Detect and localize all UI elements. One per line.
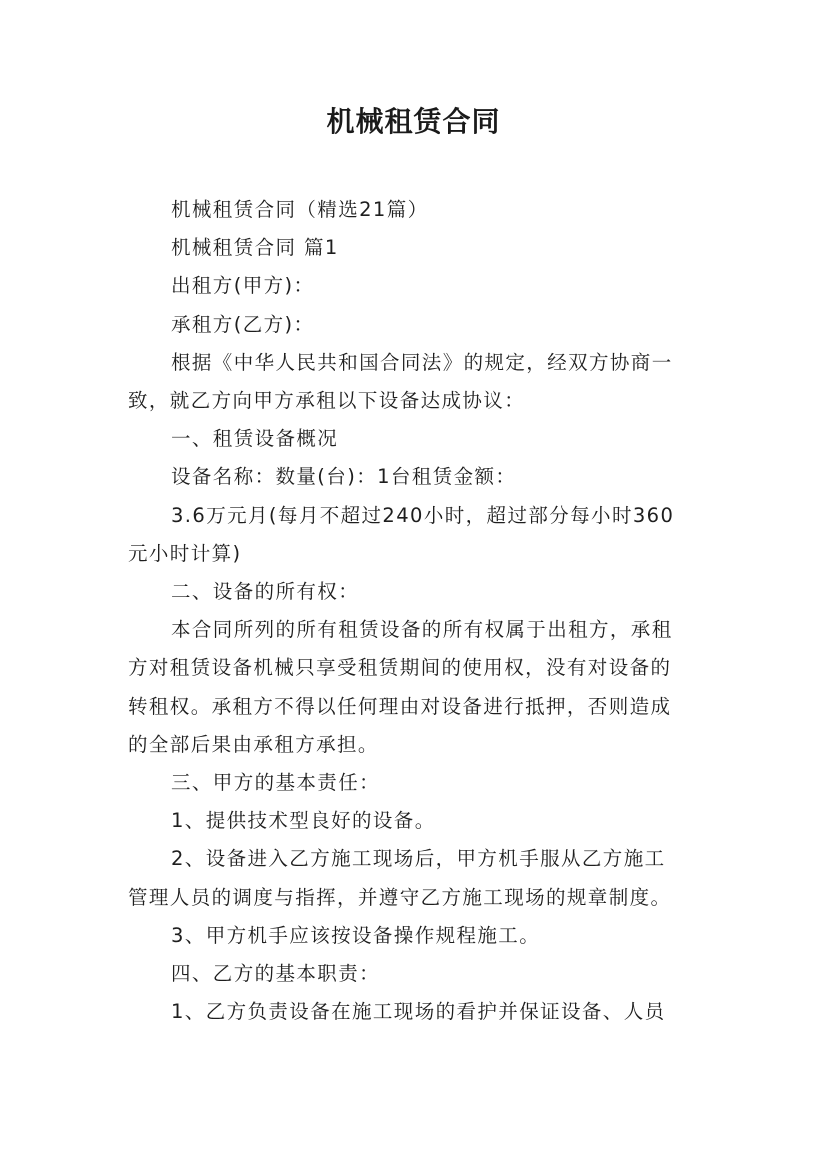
body-line: 四、乙方的基本职责： — [171, 962, 381, 986]
body-line: 2、设备进入乙方施工现场后，甲方机手服从乙方施工 — [171, 847, 666, 871]
body-line: 根据《中华人民共和国合同法》的规定，经双方协商一 — [171, 350, 673, 374]
body-line: 承租方(乙方)： — [171, 312, 315, 336]
body-line: 一、租赁设备概况 — [171, 427, 339, 451]
body-line: 出租方(甲方)： — [171, 274, 315, 298]
body-line: 元小时计算) — [128, 541, 242, 565]
body-line: 的全部后果由承租方承担。 — [128, 732, 379, 756]
body-line: 1、提供技术型良好的设备。 — [171, 809, 436, 833]
document-body — [128, 191, 708, 1031]
body-line: 3.6万元月(每月不超过240小时，超过部分每小时360 — [171, 503, 675, 527]
body-line: 1、乙方负责设备在施工现场的看护并保证设备、人员 — [171, 1000, 666, 1024]
body-line: 转租权。承租方不得以任何理由对设备进行抵押，否则造成 — [128, 694, 672, 718]
body-line: 方对租赁设备机械只享受租赁期间的使用权，没有对设备的 — [128, 656, 672, 680]
body-line: 三、甲方的基本责任： — [171, 771, 381, 795]
body-line: 管理人员的调度与指挥，并遵守乙方施工现场的规章制度。 — [128, 885, 672, 909]
body-line: 本合同所列的所有租赁设备的所有权属于出租方，承租 — [171, 618, 673, 642]
body-line: 3、甲方机手应该按设备操作规程施工。 — [171, 923, 541, 947]
body-line: 二、设备的所有权： — [171, 580, 360, 604]
body-line: 机械租赁合同（精选21篇） — [171, 198, 429, 221]
body-line: 致，就乙方向甲方承租以下设备达成协议： — [128, 389, 526, 413]
body-line: 机械租赁合同 篇1 — [171, 236, 339, 260]
document-title: 机械租赁合同 — [326, 105, 501, 138]
body-line: 设备名称：数量(台)：1台租赁金额： — [171, 465, 517, 489]
